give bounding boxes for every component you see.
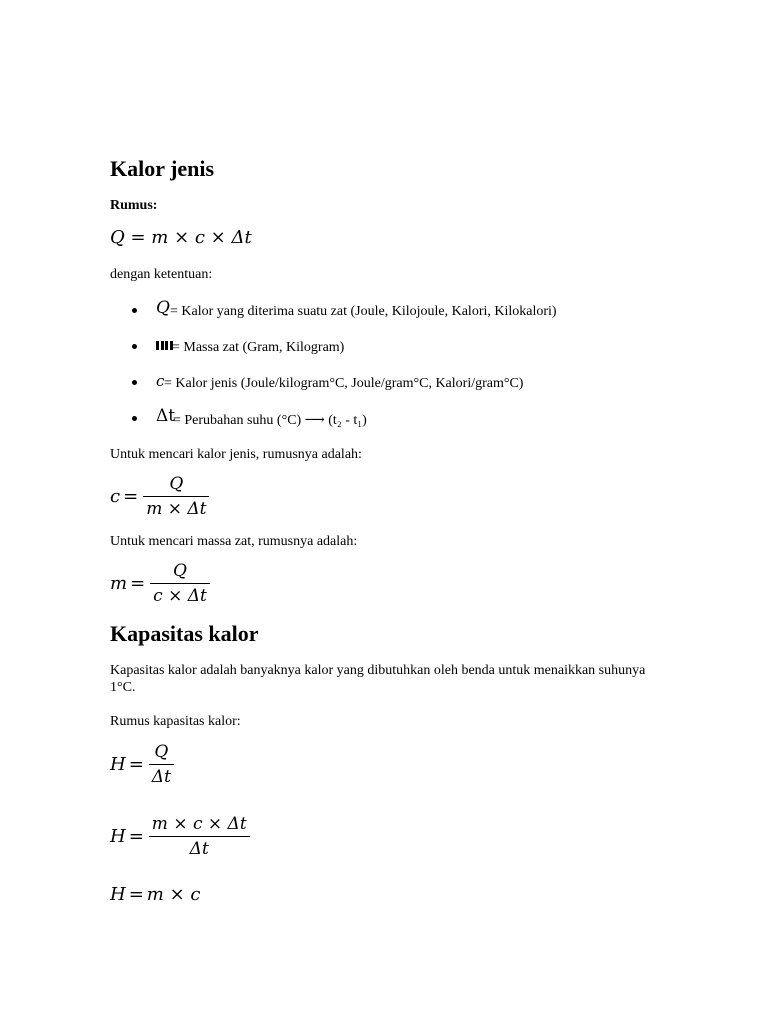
term-dt-text: = Perubahan suhu (°C) ⟶ (t₂ - t₁) (173, 413, 367, 428)
bullet-icon (132, 416, 137, 421)
find-m-text: Untuk mencari massa zat, rumusnya adalah: (110, 534, 358, 549)
bullet-icon (132, 380, 137, 385)
symbol-c: c (156, 372, 165, 390)
bullet-icon (132, 308, 137, 313)
formula-m: m = $\frac{Q}{c \times \Delta t}$ (110, 561, 210, 606)
bullet-icon (132, 344, 137, 349)
term-c-text: = Kalor jenis (Joule/kilogram°C, Joule/gram°C, Kalori/gram°C) (164, 376, 524, 391)
definition-text: Kapasitas kalor adalah banyaknya kalor yang dibutuhkan oleh benda untuk menaikkan suhunya 1°C. (110, 663, 646, 695)
list-item-dt (110, 406, 670, 430)
formula-main: Q = m × c × Δt (110, 227, 252, 248)
term-m-text: = Massa zat (Gram, Kilogram) (172, 340, 345, 355)
symbol-delta-t: Δt (156, 406, 176, 426)
list-item-q (110, 298, 670, 322)
formula-h2: H = $\frac{m \times c \times \Delta t}{\Delta t}$ (110, 814, 250, 859)
list-item-c (110, 374, 670, 394)
heading-kapasitas-kalor: Kapasitas kalor (110, 621, 259, 646)
formula-label: Rumus: (110, 198, 158, 213)
formula-h1: H = $\frac{Q}{\Delta t}$ (110, 742, 174, 787)
conditions-intro: dengan ketentuan: (110, 267, 213, 282)
formula-c: c = $\frac{Q}{m \times \Delta t}$ (110, 474, 209, 519)
term-q-text: = Kalor yang diterima suatu zat (Joule, Kilojoule, Kalori, Kilokalori) (170, 304, 557, 319)
heading-kalor-jenis: Kalor jenis (110, 156, 215, 181)
find-c-text: Untuk mencari kalor jenis, rumusnya adalah: (110, 447, 362, 462)
formula-h3: H = m × c (110, 884, 201, 905)
symbol-q: Q (156, 298, 170, 318)
capacity-formula-label: Rumus kapasitas kalor: (110, 714, 241, 729)
list-item-m (110, 338, 670, 358)
